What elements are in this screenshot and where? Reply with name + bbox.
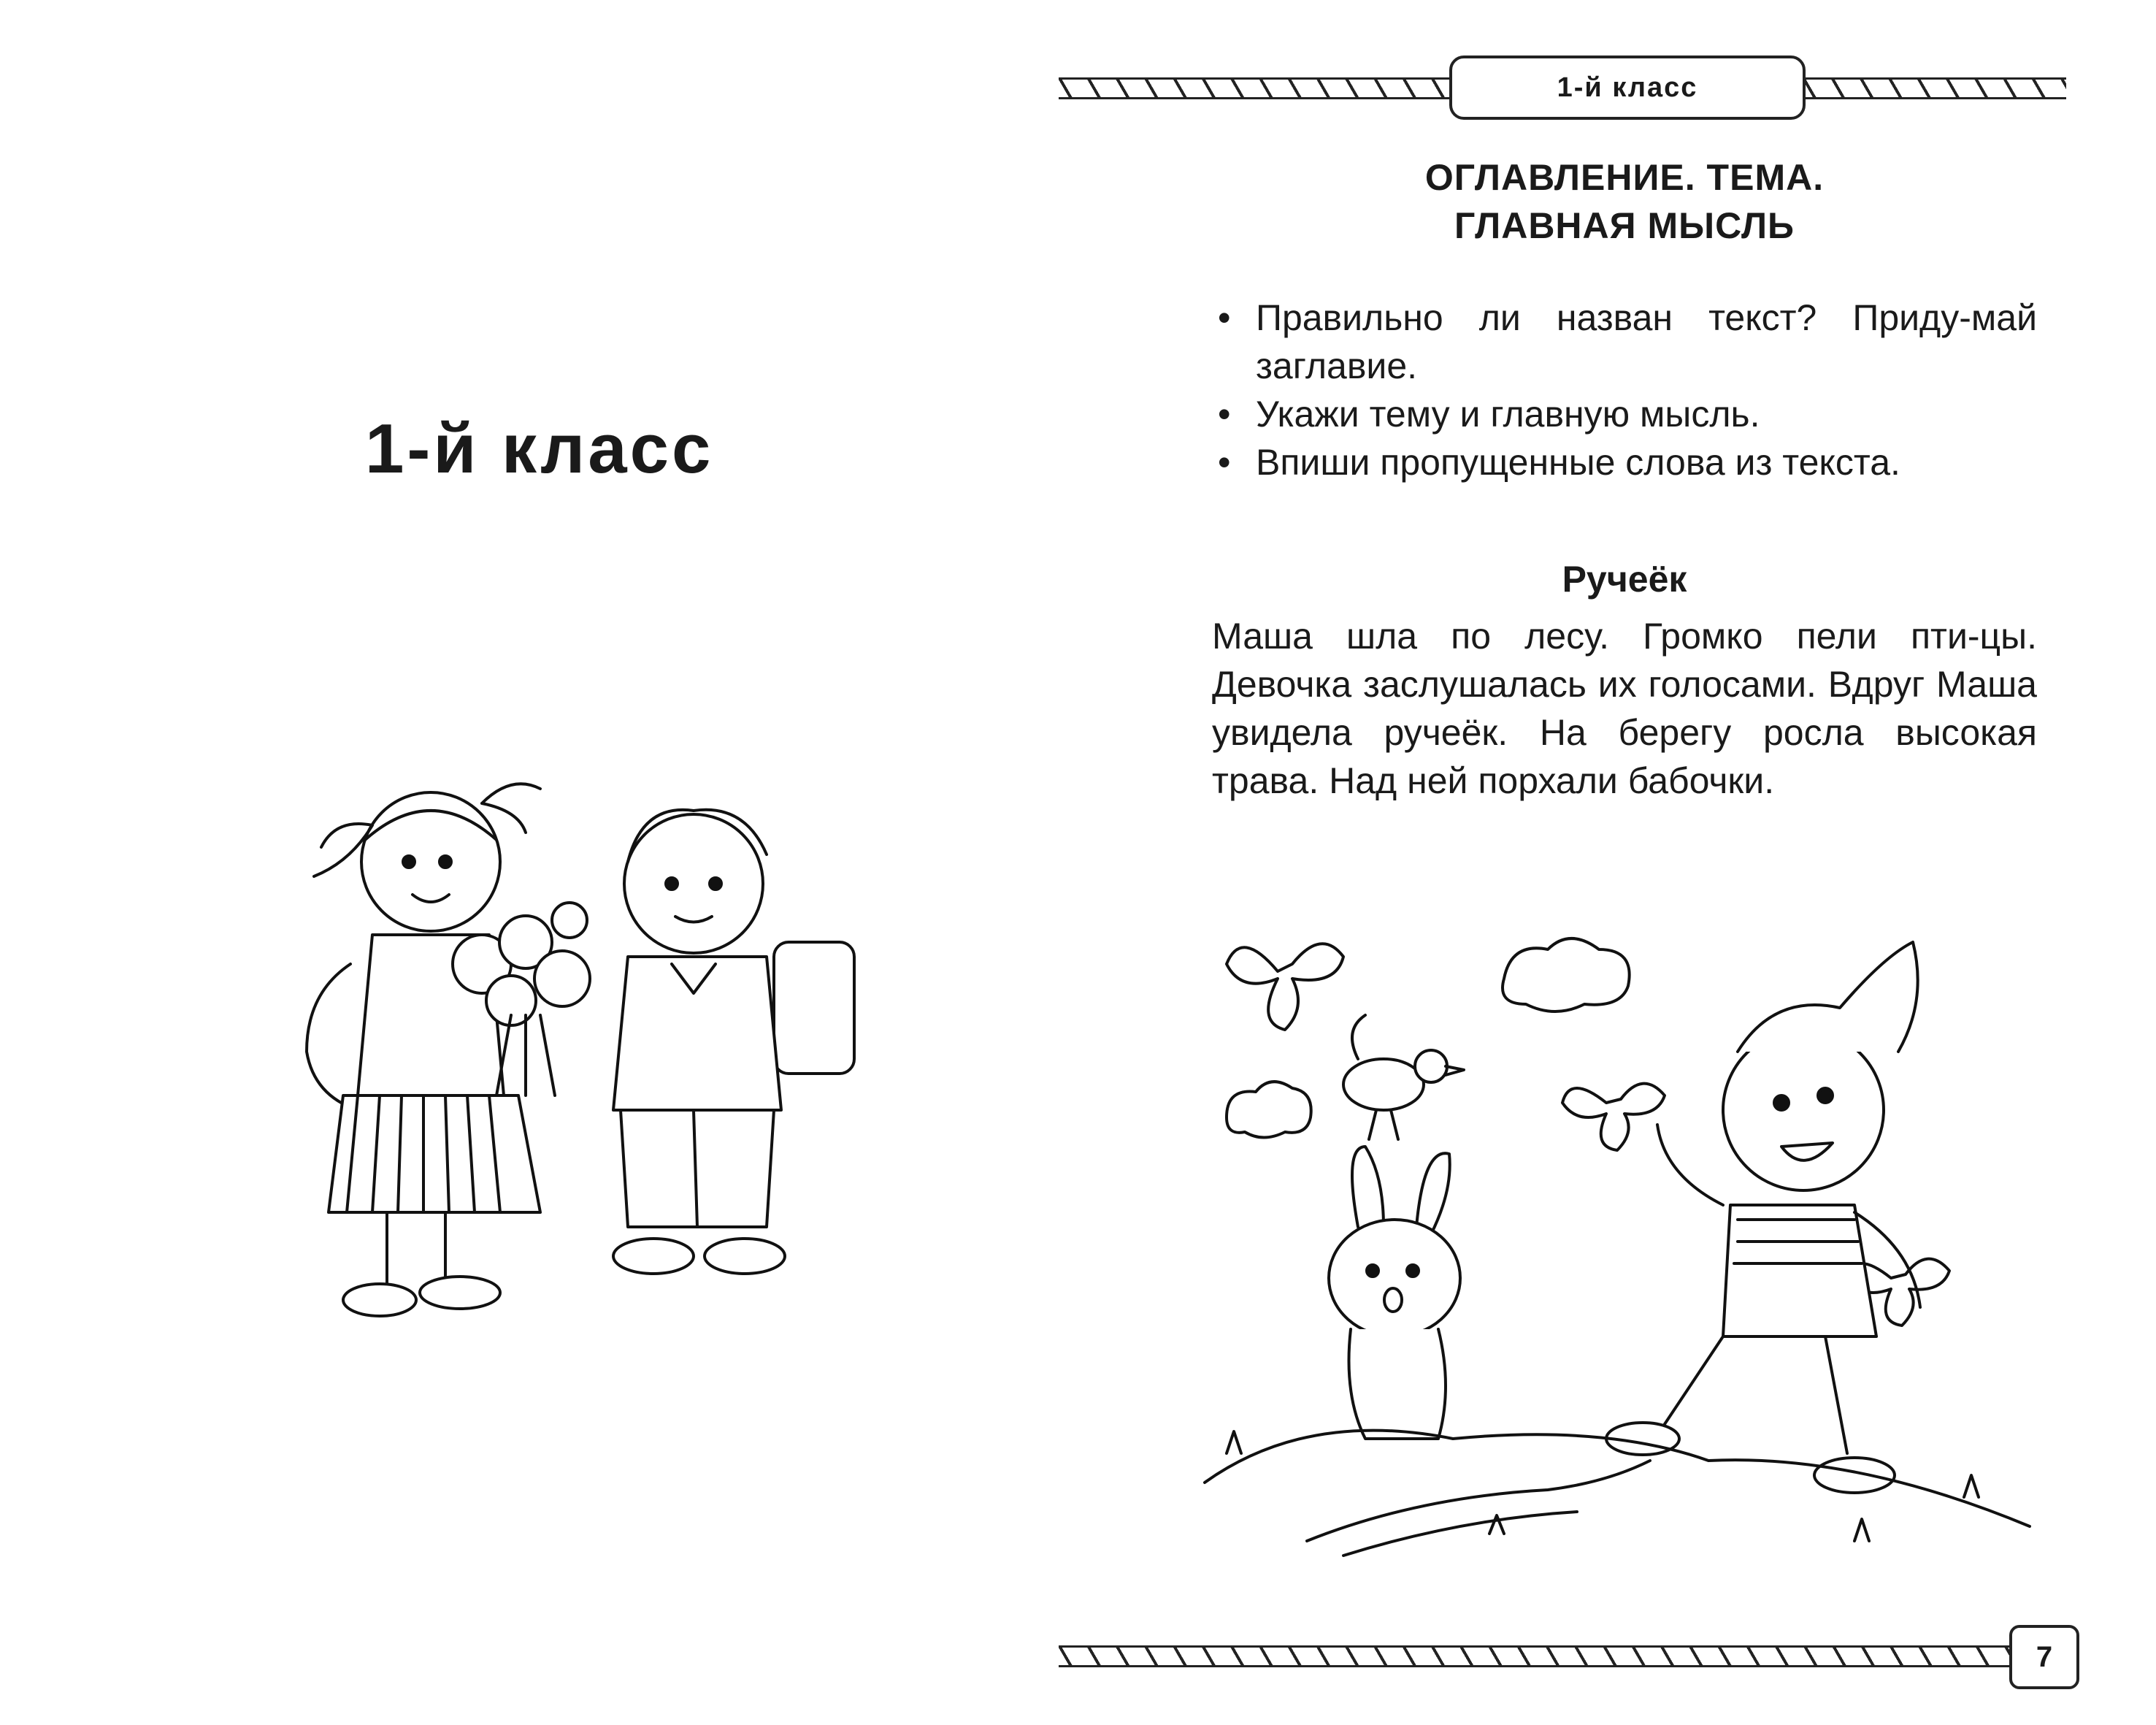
bird-icon [1343,1015,1464,1139]
girl-bunny-butterflies-illustration [1197,884,2044,1570]
page-number: 7 [2009,1625,2079,1689]
header-class-label: 1-й класс [1449,56,1806,120]
footer-rule [1059,1645,2009,1667]
butterfly-icon [1227,944,1343,1030]
walking-girl-figure [1606,942,1920,1493]
bunny-icon [1329,1147,1460,1439]
task-list [1212,294,2037,486]
butterfly-icon [1562,1084,1665,1150]
left-page-title: 1-й класс [365,410,714,488]
stream [1307,1461,1650,1556]
cloud-icon [1503,938,1630,1011]
task-item: • Правильно ли назван текст? Приду-май заглавие. [1212,294,2037,390]
section-title-line1: ОГЛАВЛЕНИЕ. ТЕМА. [1424,157,1825,198]
children-with-flowers-illustration [263,774,891,1344]
boy-figure [613,810,854,1274]
task-item: • Укажи тему и главную мысль. [1212,390,2037,438]
header-rule-right [1803,77,2066,99]
story-text: Маша шла по лесу. Громко пели пти-цы. Девочка заслушалась их голосами. Вдруг Маша увидела ручеёк. На берегу росла высокая трава. Над ней порхали бабочки. [1212,616,2037,801]
cloud-icon [1227,1082,1311,1137]
header-rule-left [1059,77,1449,99]
story-title: Ручеёк [1562,559,1687,600]
section-title [1212,153,2037,250]
task-item: • Впиши пропущенные слова из текста. [1212,438,2037,486]
section-title-line2: ГЛАВНАЯ МЫСЛЬ [1454,205,1795,246]
